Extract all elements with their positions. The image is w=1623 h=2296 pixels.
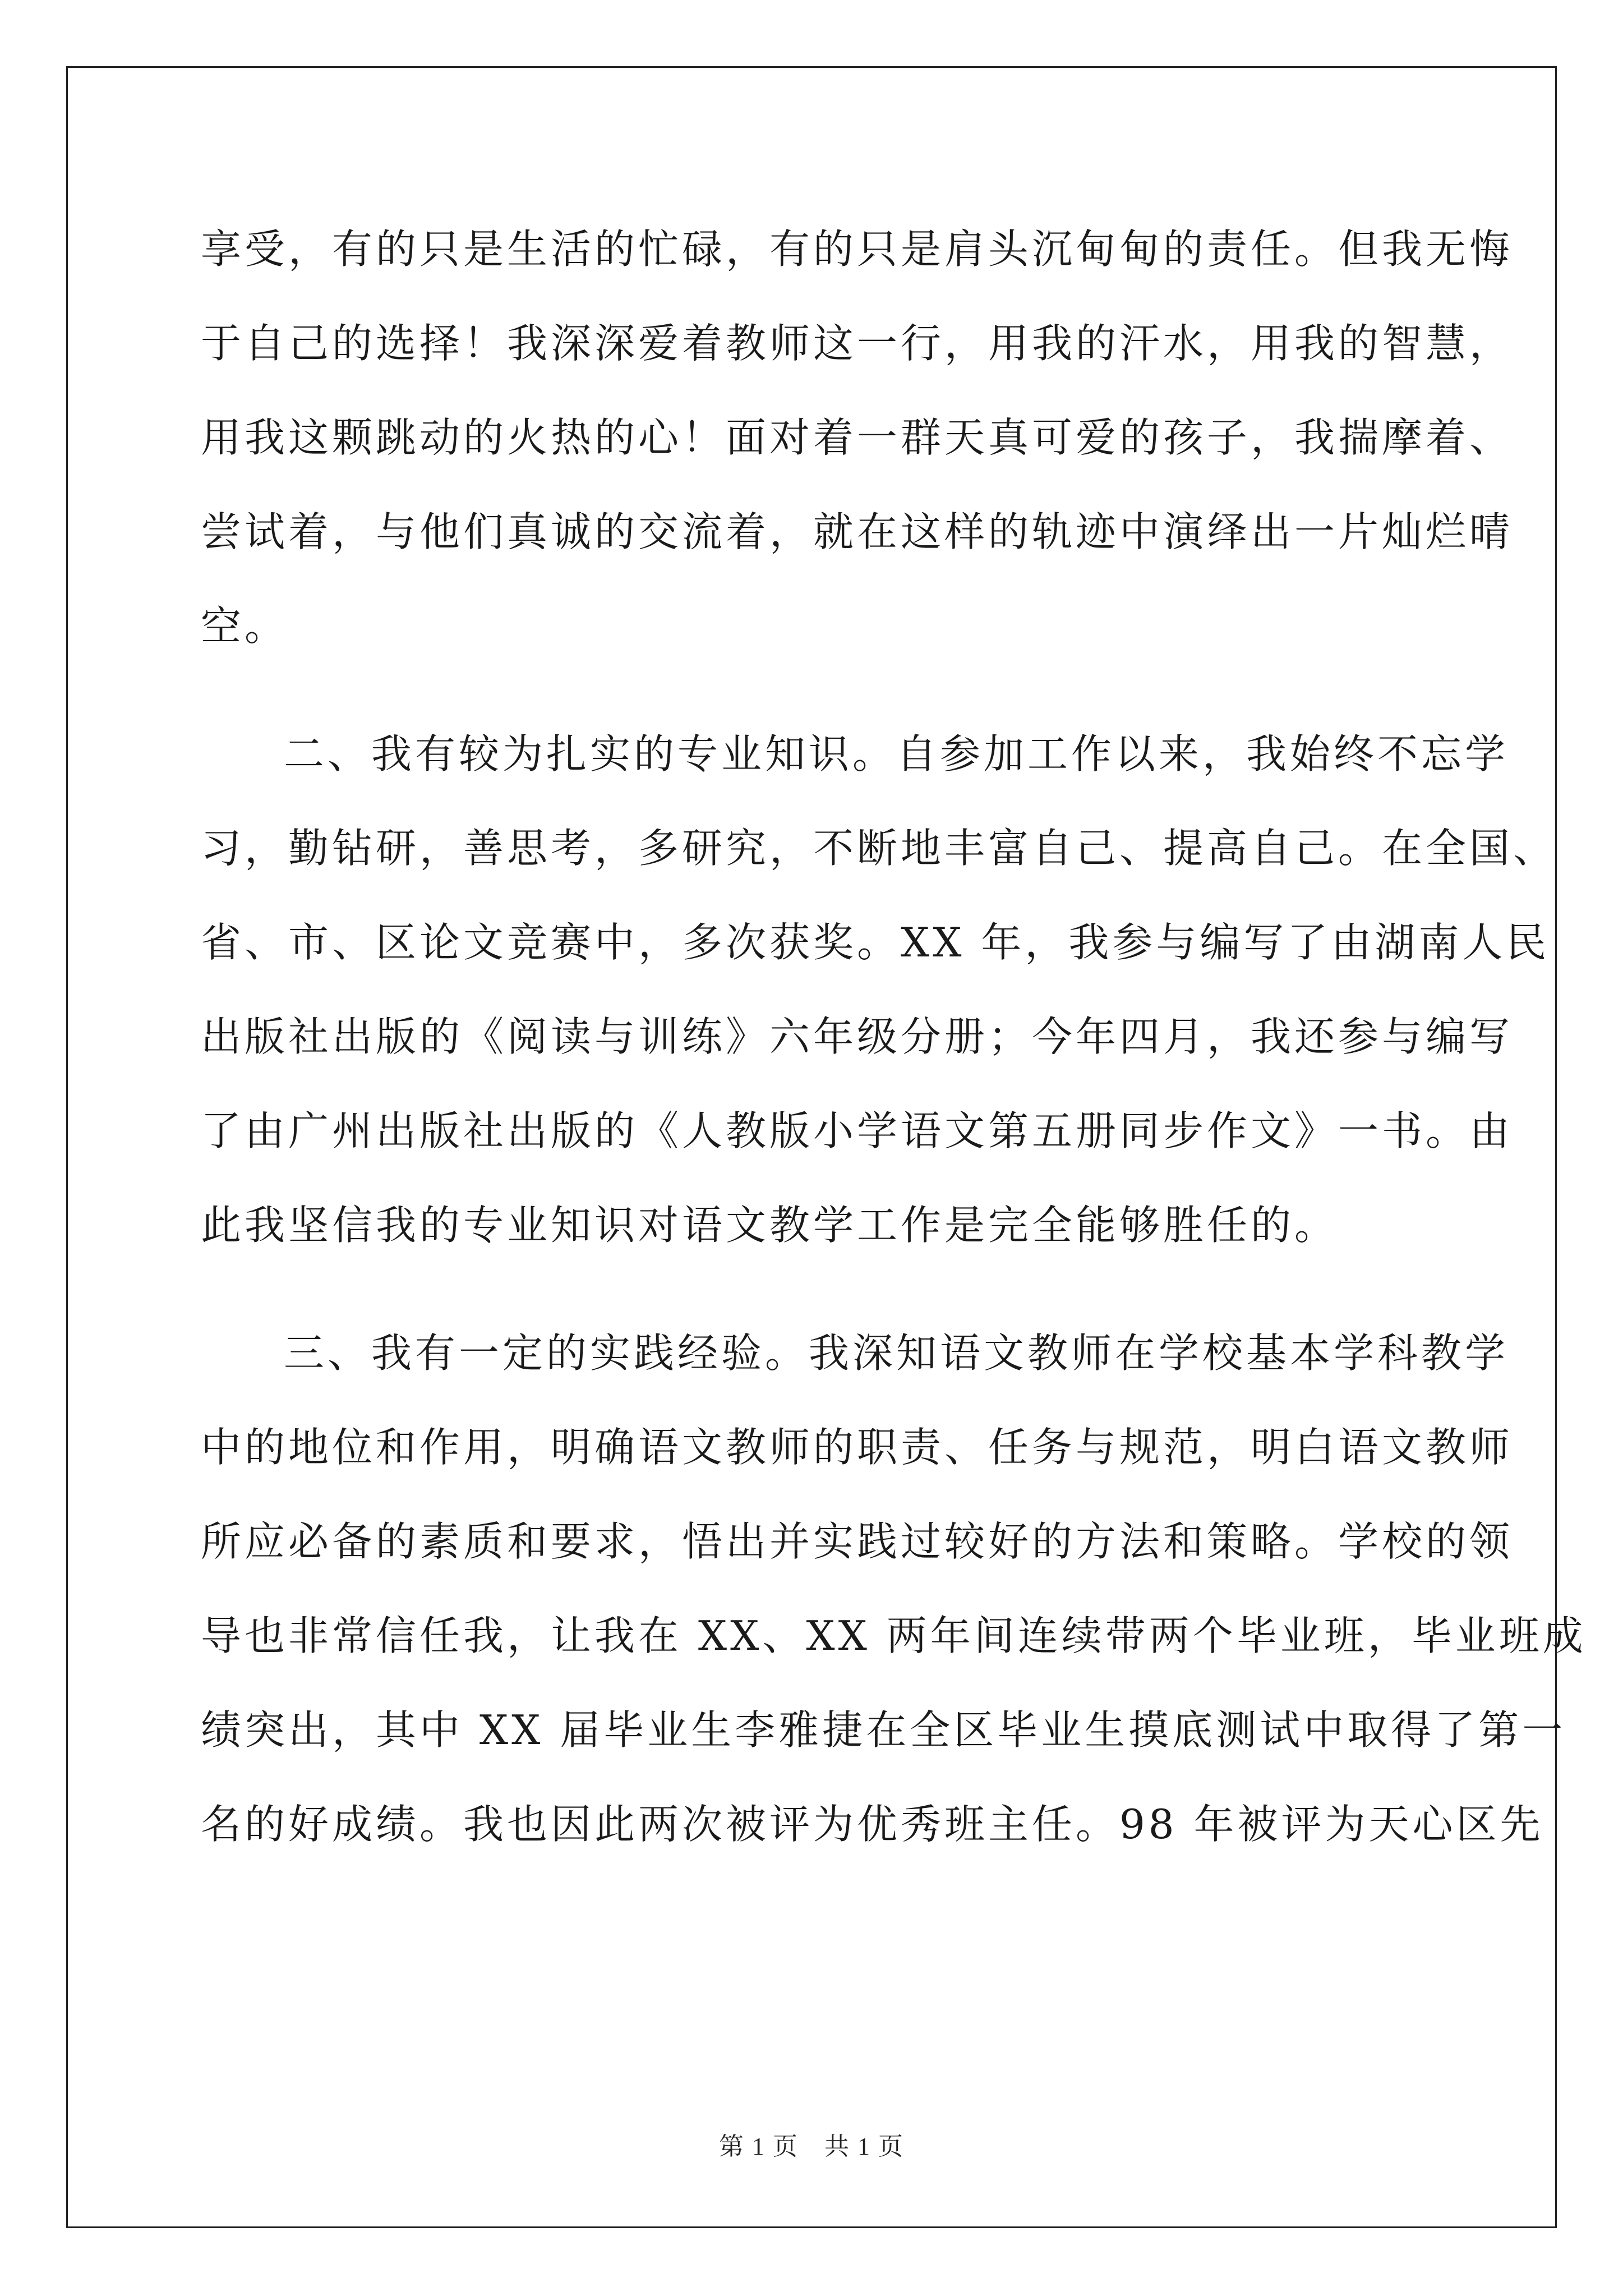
text-line: 三、我有一定的实践经验。我深知语文教师在学校基本学科教学 (284, 1329, 1509, 1377)
text-line: 此我坚信我的专业知识对语文教学工作是完全能够胜任的。 (201, 1202, 1339, 1249)
document-body (201, 202, 1587, 1871)
text-line: 了由广州出版社出版的《人教版小学语文第五册同步作文》一书。由 (201, 1107, 1514, 1154)
text-line: 尝试着，与他们真诚的交流着，就在这样的轨迹中演绎出一片灿烂晴 (201, 508, 1514, 555)
text-line: 习，勤钻研，善思考，多研究，不断地丰富自己、提高自己。在全国、 (201, 825, 1557, 872)
text-line: 名的好成绩。我也因此两次被评为优秀班主任。98 年被评为天心区先 (201, 1801, 1544, 1848)
text-line: 空。 (201, 602, 289, 650)
paragraph-spacer (201, 1272, 1457, 1306)
text-line: 享受，有的只是生活的忙碌，有的只是肩头沉甸甸的责任。但我无悔 (201, 226, 1514, 273)
text-line: 用我这颗跳动的火热的心！面对着一群天真可爱的孩子，我揣摩着、 (201, 414, 1514, 461)
text-line: 省、市、区论文竞赛中，多次获奖。XX 年，我参与编写了由湖南人民 (201, 919, 1550, 966)
text-line: 所应必备的素质和要求，悟出并实践过较好的方法和策略。学校的领 (201, 1518, 1514, 1565)
text-line: 二、我有较为扎实的专业知识。自参加工作以来，我始终不忘学 (284, 730, 1509, 777)
text-line: 出版社出版的《阅读与训练》六年级分册；今年四月，我还参与编写 (201, 1013, 1514, 1060)
page-number-footer: 第 1 页 共 1 页 (719, 2133, 904, 2160)
paragraph-1 (201, 202, 1514, 673)
text-line: 于自己的选择！我深深爱着教师这一行，用我的汗水，用我的智慧， (201, 320, 1514, 367)
text-line: 导也非常信任我，让我在 XX、XX 两年间连续带两个毕业班，毕业班成 (201, 1612, 1587, 1659)
text-line: 绩突出，其中 XX 届毕业生李雅捷在全区毕业生摸底测试中取得了第一 (201, 1706, 1566, 1754)
paragraph-2 (201, 707, 1557, 1272)
paragraph-spacer (201, 673, 1457, 707)
text-line: 中的地位和作用，明确语文教师的职责、任务与规范，明白语文教师 (201, 1424, 1514, 1471)
paragraph-3 (201, 1306, 1587, 1871)
